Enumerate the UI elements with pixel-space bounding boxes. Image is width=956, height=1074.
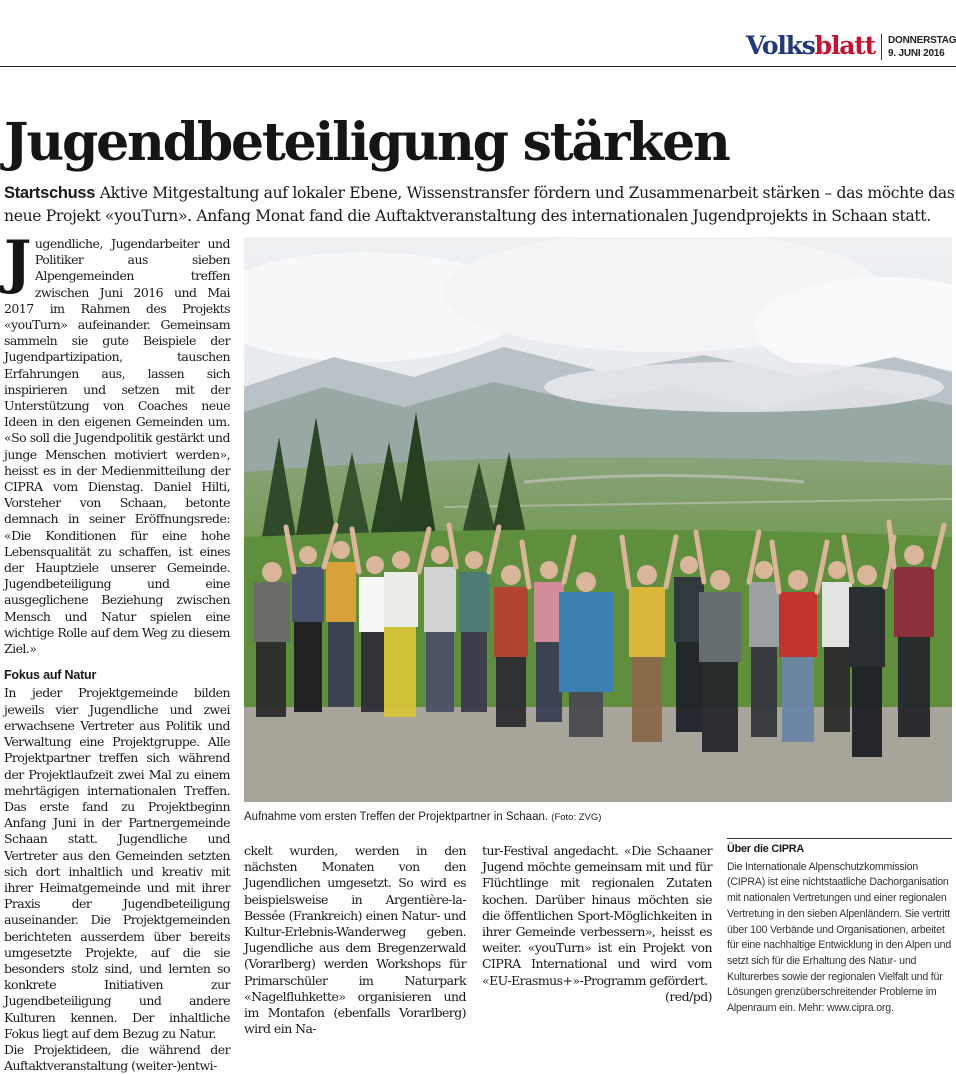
- article-subhead: Fokus auf Natur: [4, 668, 97, 683]
- article-signature: (red/pd): [665, 988, 712, 1004]
- article-paragraph-1: [4, 228, 230, 657]
- paragraph-1-text: ugendliche, Jugendarbeiter und Politiker aus sieben Alpengemeinden treffen zwischen Juni 2016 und Mai 2017 im Rahmen des Projekts «youTurn» aufeinander. Gemeinsam sammeln sie gute Beispiele der Jugendpartizipation, tauschen Erfahrungen aus, lassen sich inspirieren und setzen mit der Unterstützung von Coaches neue Ideen in den eigenen Gemeinden um. «So soll die Jugendpolitik gestärkt und junge Menschen motiviert werden», heisst es in der Medienmitteilung der CIPRA vom Dienstag. Daniel Hilti, Vorsteher von Schaan, betonte demnach in seiner Eröffnungsrede: «Die Konditionen für eine hohe Lebensqualität zu schaffen, ist eines der Hauptziele unserer Gemeinde. Jugendbeteiligung und eine ausgeglichene Beziehung zwischen Mensch und Natur spielen eine wichtige Rolle auf dem Weg zu diesem Ziel.»: [4, 236, 230, 657]
- drop-cap: J: [4, 228, 31, 296]
- infobox-title: Über die CIPRA: [727, 843, 804, 855]
- article-kicker: Startschuss: [4, 184, 96, 202]
- article-lead-text: Aktive Mitgestaltung auf lokaler Ebene, Wissenstransfer fördern und Zusammenarbeit stärken – das möchte das neue Projekt «youTurn». Anfang Monat fand die Auftaktveranstaltung des internationalen Jugendprojekts in Schaan statt.: [4, 184, 955, 225]
- article-paragraph-3-end: tur-Festival angedacht. «Die Schaaner Jugend möchte gemeinsam mit und für Flüchtlinge mit regionalen Zutaten kochen. Darüber hinaus möchten sie die öffentlichen Sport-Möglichkeiten in ihrer Gemeinde verbessern», heisst es weiter. «youTurn» ist ein Projekt von CIPRA International und wird vom «EU-Erasmus+»-Programm gefördert.: [482, 843, 712, 988]
- infobox-rule: [727, 838, 952, 839]
- article-photo: [244, 237, 952, 802]
- article-column-3: [482, 843, 712, 1005]
- article-paragraph-3-middle: ckelt wurden, werden in den nächsten Monaten von den Jugendlichen umgesetzt. So wird es beispielsweise in Argentière-la-Bessée (Frankreich) einen Natur- und Kultur-Erlebnis-Wanderweg geben. Jugendliche aus dem Bregenzerwald (Vorarlberg) werden Workshops für Primarschüler im Naturpark «Nagelfluhkette» organisieren und im Montafon (ebenfalls Vorarlberg) wird ein Na-: [244, 843, 466, 1037]
- article-column-2: [244, 843, 466, 1037]
- newspaper-logo: [746, 30, 875, 62]
- article-paragraph-3-start: Die Projektideen, die während der Auftaktveranstaltung (weiter-)entwi-: [4, 1041, 230, 1074]
- logo-part-volks: Volks: [746, 31, 815, 60]
- photo-caption-text: Aufnahme vom ersten Treffen der Projektpartner in Schaan.: [244, 811, 549, 823]
- masthead-rule: [0, 66, 956, 67]
- article-headline: Jugendbeteiligung stärken: [4, 112, 729, 173]
- photo-credit: (Foto: ZVG): [551, 812, 602, 823]
- article-paragraph-2: In jeder Projektgemeinde bilden jeweils vier Jugendliche und zwei erwachsene Vertreter aus Politik und Verwaltung eine Projektgruppe. Alle Projektpartner treffen sich während der Projektlaufzeit zwei Mal zu einem mehrtägigen internationalen Treffen. Das erste fand zu Projektbeginn Anfang Juni in der Partnergemeinde Schaan statt. Jugendliche und Vertreter aus den Gemeinden setzten sich dort inhaltlich und kreativ mit ihrer Heimatgemeinde und mit ihrer Praxis der Jugendbeteiligung auseinander. Die Projektgemeinden berichteten ausserdem über bereits umgesetzte Projekte, auf die sie besonders stolz sind, und lernten so konkrete Initiativen zur Jugendbeteiligung und andere Kulturen kennen. Der inhaltliche Fokus liegt auf dem Bezug zu Natur.: [4, 685, 230, 1041]
- issue-date-text: 9. JUNI 2016: [888, 48, 945, 59]
- issue-date: [888, 34, 956, 60]
- article-lead: [4, 182, 956, 228]
- photo-caption: [244, 810, 952, 825]
- group-photo-illustration: [244, 237, 952, 802]
- logo-part-blatt: blatt: [814, 31, 875, 60]
- infobox-cipra: [727, 842, 952, 1017]
- article-column-1: [4, 228, 230, 1074]
- infobox-text: Die Internationale Alpenschutzkommission (CIPRA) ist eine nichtstaatliche Dachorganisation mit nationalen Vertretungen und einer regionalen Vertretung in den sieben Alpenländern. Sie vertritt über 100 Verbände und Organisationen, arbeitet für eine nachhaltige Entwicklung in den Alpen und setzt sich für die Erhaltung des Natur- und Kulturerbes sowie der regionalen Vielfalt und für Lösungen grenzüberschreitender Probleme im Alpenraum ein. Mehr: www.cipra.org.: [727, 860, 952, 1015]
- masthead: [0, 0, 956, 68]
- issue-weekday: DONNERSTAG: [888, 35, 956, 46]
- masthead-divider: [881, 34, 882, 60]
